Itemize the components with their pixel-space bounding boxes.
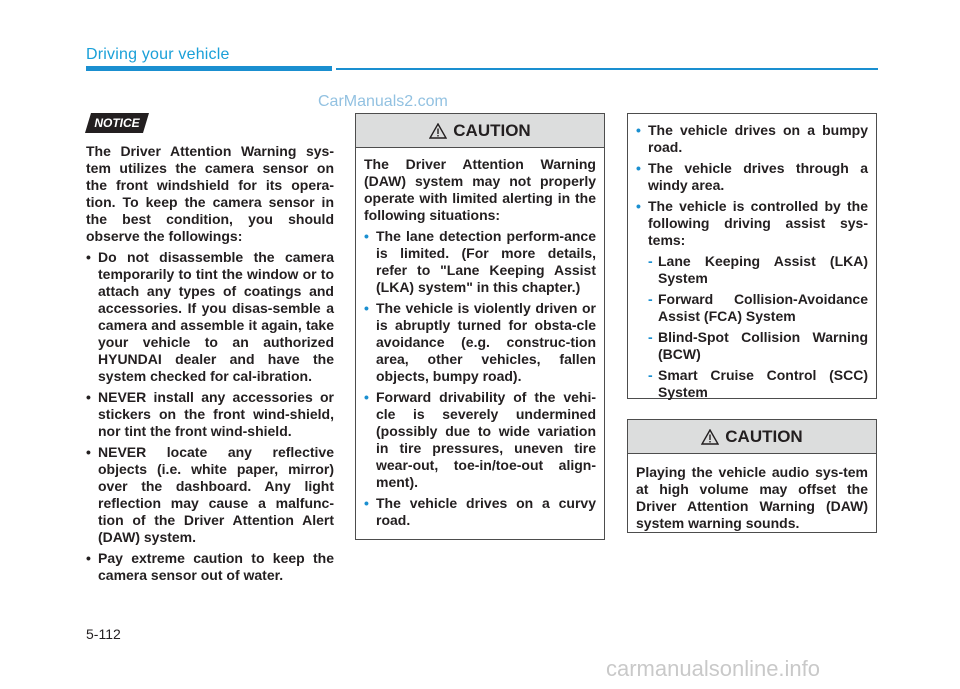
page-number: 5-112	[86, 626, 121, 642]
caution-item: • The vehicle drives on a curvy road.	[364, 495, 596, 529]
assist-system-item: - Smart Cruise Control (SCC) System	[648, 367, 868, 401]
caution-box-1	[355, 113, 605, 540]
warning-triangle-icon	[701, 429, 719, 445]
continued-item	[636, 198, 868, 401]
notice-item: • NEVER install any accessories or stickers on the front wind-shield, nor tint the front wind-shield.	[86, 389, 334, 440]
warning-triangle-icon	[429, 123, 447, 139]
header-rule-thin	[336, 68, 878, 70]
footer-watermark: carmanualsonline.info	[606, 656, 821, 681]
notice-list	[86, 249, 334, 584]
caution-box-1-header	[356, 114, 604, 148]
caution-box-2-body	[628, 454, 876, 542]
assist-system-item: - Blind-Spot Collision Warning (BCW)	[648, 329, 868, 363]
caution-intro: The Driver Attention Warning (DAW) system may not properly operate with limited alerting in the following situations:	[364, 156, 596, 223]
notice-item: • Do not disassemble the camera temporarily to tint the window or to attach any types of coatings and accessories. If you disas-semble a camera and assemble it again, take your vehicle to an authorized HYUNDAI dealer and have the system checked for cal-ibration.	[86, 249, 334, 385]
continued-box	[627, 113, 877, 399]
assist-system-item: - Lane Keeping Assist (LKA) System	[648, 253, 868, 287]
continued-item: • The vehicle drives through a windy area.	[636, 160, 868, 194]
notice-column	[86, 143, 334, 588]
top-watermark: CarManuals2.com	[318, 93, 448, 110]
caution-box-2	[627, 419, 877, 533]
header-rule-thick	[86, 66, 332, 71]
notice-intro: The Driver Attention Warning sys-tem utilizes the camera sensor on the front windshield for its opera-tion. To keep the camera sensor in the best condition, you should observe the followings:	[86, 143, 334, 244]
caution-item: • Forward drivability of the vehi-cle is severely undermined (possibly due to wide variation in tire pressures, uneven tire wear-out, toe-in/toe-out align-ment).	[364, 389, 596, 491]
assist-system-item: - Forward Collision-Avoidance Assist (FCA) System	[648, 291, 868, 325]
continued-item-text: The vehicle is controlled by the following driving assist sys-tems:	[648, 198, 868, 248]
section-title: Driving your vehicle	[86, 46, 230, 63]
caution-list	[364, 228, 596, 529]
caution-item: • The lane detection perform-ance is limited. (For more details, refer to "Lane Keeping Assist (LKA) system" in this chapter.)	[364, 228, 596, 296]
notice-item: • Pay extreme caution to keep the camera sensor out of water.	[86, 550, 334, 584]
notice-item: • NEVER locate any reflective objects (i.e. white paper, mirror) over the dashboard. Any light reflection may cause a malfunc-tion of the Driver Attention Alert (DAW) system.	[86, 444, 334, 546]
caution-title: CAUTION	[725, 426, 803, 446]
continued-box-body	[628, 114, 876, 411]
caution-title: CAUTION	[453, 120, 531, 140]
caution-2-text: Playing the vehicle audio sys-tem at high volume may offset the Driver Attention Warning (DAW) system warning sounds.	[636, 464, 868, 531]
continued-item: • The vehicle drives on a bumpy road.	[636, 122, 868, 156]
caution-box-1-body	[356, 148, 604, 539]
assist-systems-list	[648, 253, 868, 401]
notice-label: NOTICE	[94, 116, 140, 130]
caution-item: • The vehicle is violently driven or is abruptly turned for obsta-cle avoidance (e.g. construc-tion area, other vehicles, fallen objects, bumpy road).	[364, 300, 596, 385]
caution-box-2-header	[628, 420, 876, 454]
continued-list	[636, 122, 868, 401]
notice-badge	[85, 113, 149, 133]
